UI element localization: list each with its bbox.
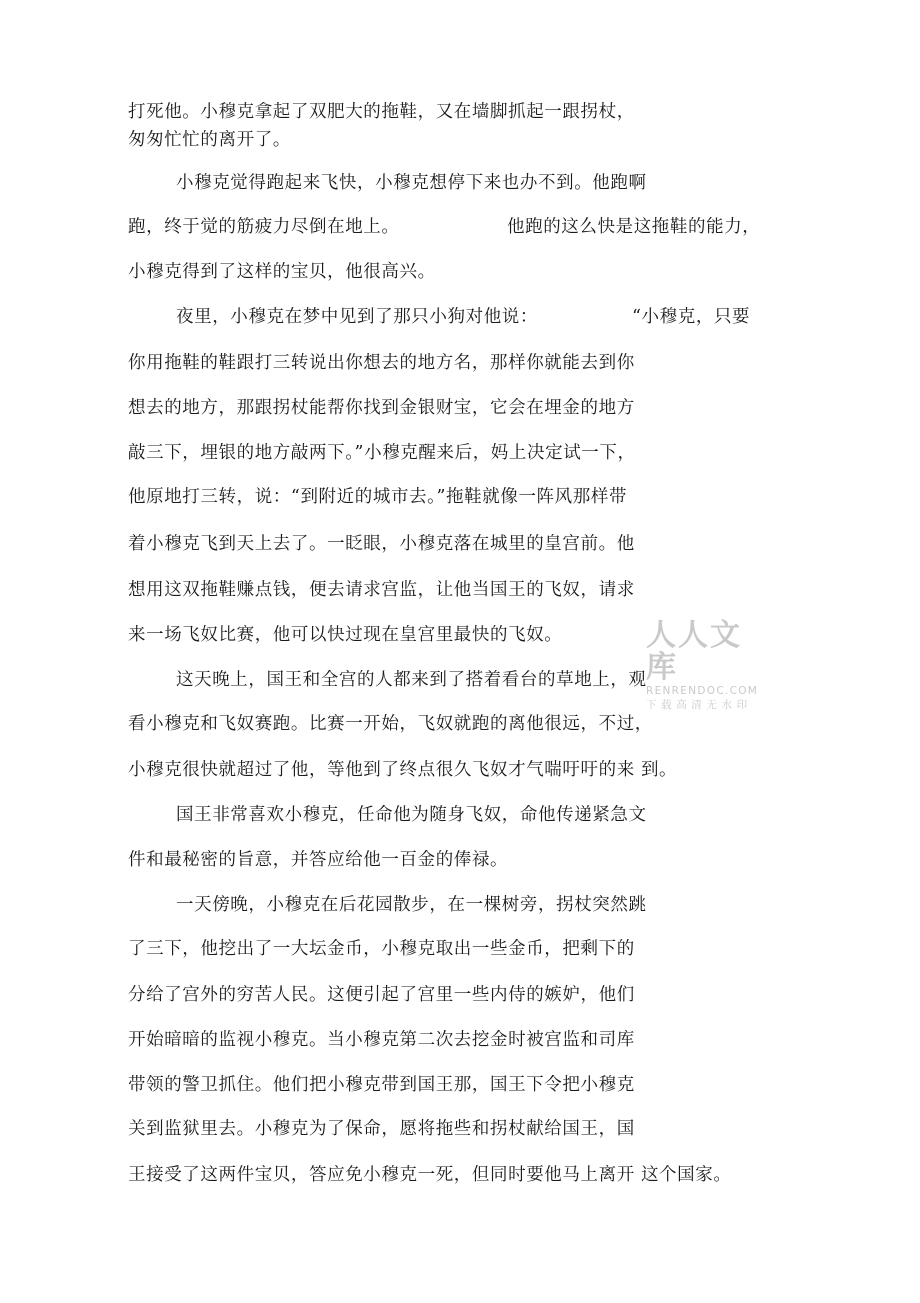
text-line: “小穆克，只要 [632,307,751,327]
text-line: 来一场飞奴比赛，他可以快过现在皇宫里最快的飞奴。 [128,625,563,645]
watermark-title: 人人文库 [646,618,742,685]
text-line: 王接受了这两件宝贝，答应免小穆克一死，但同时要他马上离开 这个国家。 [128,1165,732,1185]
text-line: 了三下，他挖出了一大坛金币，小穆克取出一些金币，把剩下的 [128,939,635,959]
text-line: 想用这双拖鞋赚点钱，便去请求宫监，让他当国王的飞奴，请求 [128,580,635,600]
text-line: 敲三下，埋银的地方敲两下。”小穆克醒来后，妈上决定试一下， [128,443,636,463]
watermark-tagline: 下载高清无水印 [646,699,752,711]
text-line: 想去的地方，那跟拐杖能帮你找到金银财宝，它会在埋金的地方 [128,398,635,418]
text-line: 开始暗暗的监视小穆克。当小穆克第二次去挖金时被宫监和司库 [128,1030,635,1050]
watermark-domain: RENRENDOC.COM [646,685,759,697]
text-line: 国王非常喜欢小穆克，任命他为随身飞奴，命他传递紧急文 [176,805,647,825]
text-line: 打死他。小穆克拿起了双肥大的拖鞋，又在墙脚抓起一跟拐杖， [128,102,635,122]
text-line: 看小穆克和飞奴赛跑。比赛一开始，飞奴就跑的离他很远，不过， [128,714,653,734]
text-line: 分给了宫外的穷苦人民。这便引起了宫里一些内侍的嫉妒，他们 [128,985,635,1005]
text-line: 匆匆忙忙的离开了。 [128,130,291,150]
text-line: 小穆克得到了这样的宝贝，他很高兴。 [128,262,436,282]
text-line: 夜里，小穆克在梦中见到了那只小狗对他说： [176,307,538,327]
text-line: 你用拖鞋的鞋跟打三转说出你想去的地方名，那样你就能去到你 [128,353,635,373]
text-line: 关到监狱里去。小穆克为了保命，愿将拖些和拐杖献给国王，国 [128,1119,635,1139]
text-line: 带领的警卫抓住。他们把小穆克带到国王那，国王下令把小穆克 [128,1075,635,1095]
text-line: 件和最秘密的旨意，并答应给他一百金的俸禄。 [128,850,509,870]
text-line: 他跑的这么快是这拖鞋的能力， [507,217,761,237]
text-line: 这天晚上，国王和全宫的人都来到了搭着看台的草地上，观 [176,670,647,690]
text-line: 小穆克很快就超过了他，等他到了终点很久飞奴才气喘吁吁的来 到。 [128,760,678,780]
text-line: 他原地打三转，说：“到附近的城市去。”拖鞋就像一阵风那样带 [128,487,628,507]
text-line: 一天傍晚，小穆克在后花园散步，在一棵树旁，拐杖突然跳 [176,895,647,915]
text-line: 跑，终于觉的筋疲力尽倒在地上。 [128,217,400,237]
watermark [646,620,772,712]
text-line: 着小穆克飞到天上去了。一眨眼，小穆克落在城里的皇宫前。他 [128,534,635,554]
text-line: 小穆克觉得跑起来飞快，小穆克想停下来也办不到。他跑啊 [176,173,647,193]
